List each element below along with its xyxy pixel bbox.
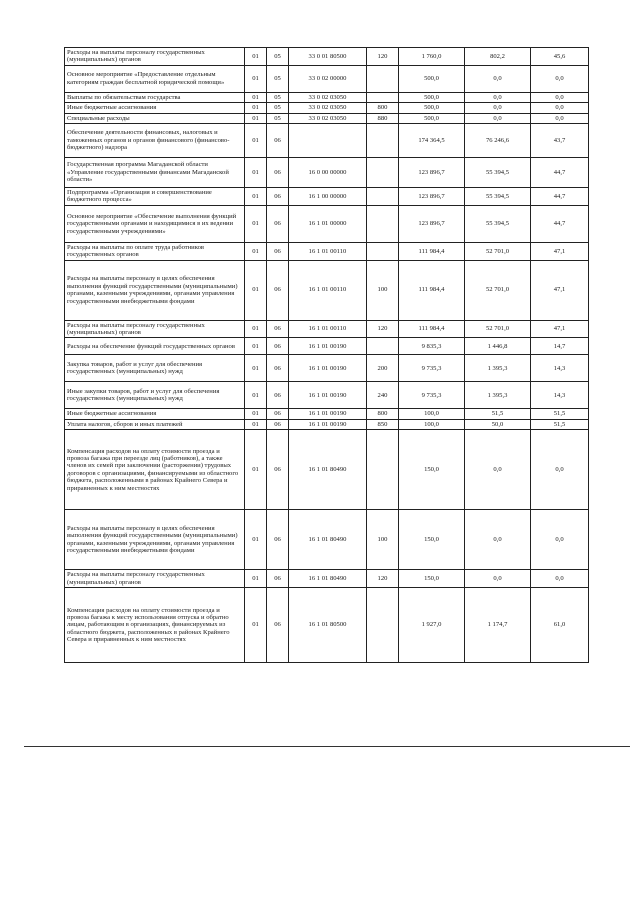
table-row <box>65 92 589 102</box>
row-section: 01 <box>245 510 267 570</box>
row-executed: 0,0 <box>465 113 531 123</box>
row-planned: 500,0 <box>399 65 465 92</box>
row-percent: 51,5 <box>531 419 589 429</box>
row-section: 01 <box>245 320 267 338</box>
row-planned: 150,0 <box>399 430 465 510</box>
row-name: Расходы на выплаты персоналу в целях обеспечения выполнения функций государственными (муниципальными) органами, казенными учреждениями, органами управления государственными внебюджетными фондами <box>65 260 245 320</box>
row-subsection: 06 <box>267 588 289 663</box>
row-percent: 44,7 <box>531 205 589 242</box>
table-row <box>65 510 589 570</box>
row-planned: 150,0 <box>399 510 465 570</box>
row-article-code: 33 0 01 80500 <box>289 48 367 66</box>
row-percent: 43,7 <box>531 124 589 158</box>
row-executed: 76 246,6 <box>465 124 531 158</box>
row-section: 01 <box>245 48 267 66</box>
row-executed: 52 701,0 <box>465 242 531 260</box>
row-planned: 123 896,7 <box>399 205 465 242</box>
row-section: 01 <box>245 65 267 92</box>
row-planned: 150,0 <box>399 570 465 588</box>
table-row <box>65 205 589 242</box>
row-article-code: 16 0 00 00000 <box>289 158 367 188</box>
row-name: Расходы на выплаты персоналу в целях обеспечения выполнения функций государственными (муниципальными) органами, казенными учреждениями, органами управления государственными внебюджетными фондами <box>65 510 245 570</box>
table-row <box>65 242 589 260</box>
row-article-code: 16 1 01 00190 <box>289 409 367 419</box>
row-subsection: 06 <box>267 158 289 188</box>
row-percent: 0,0 <box>531 65 589 92</box>
row-executed: 0,0 <box>465 103 531 113</box>
table-row <box>65 419 589 429</box>
row-section: 01 <box>245 260 267 320</box>
row-subsection: 05 <box>267 48 289 66</box>
row-executed: 802,2 <box>465 48 531 66</box>
row-expense-type: 120 <box>367 320 399 338</box>
row-article-code <box>289 124 367 158</box>
table-row <box>65 124 589 158</box>
row-subsection: 06 <box>267 430 289 510</box>
row-section: 01 <box>245 158 267 188</box>
row-executed: 0,0 <box>465 430 531 510</box>
row-planned: 111 984,4 <box>399 320 465 338</box>
row-section: 01 <box>245 92 267 102</box>
row-subsection: 06 <box>267 570 289 588</box>
row-subsection: 06 <box>267 124 289 158</box>
table-row <box>65 320 589 338</box>
table-row <box>65 48 589 66</box>
row-expense-type <box>367 430 399 510</box>
row-planned: 100,0 <box>399 409 465 419</box>
row-expense-type <box>367 124 399 158</box>
row-planned: 111 984,4 <box>399 260 465 320</box>
row-planned: 1 927,0 <box>399 588 465 663</box>
row-subsection: 06 <box>267 260 289 320</box>
row-percent: 0,0 <box>531 92 589 102</box>
row-section: 01 <box>245 419 267 429</box>
row-name: Основное мероприятие «Обеспечение выполнения функций государственными органами и находящимися в их ведении государственными учреждениями» <box>65 205 245 242</box>
row-planned: 9 835,3 <box>399 338 465 355</box>
row-expense-type: 800 <box>367 103 399 113</box>
row-percent: 44,7 <box>531 188 589 206</box>
row-article-code: 33 0 02 03050 <box>289 113 367 123</box>
row-subsection: 06 <box>267 242 289 260</box>
row-subsection: 06 <box>267 338 289 355</box>
table-row <box>65 382 589 409</box>
row-planned: 1 760,0 <box>399 48 465 66</box>
row-executed: 52 701,0 <box>465 320 531 338</box>
row-section: 01 <box>245 113 267 123</box>
row-article-code: 16 1 01 00000 <box>289 205 367 242</box>
row-subsection: 06 <box>267 409 289 419</box>
row-article-code: 16 1 01 00190 <box>289 419 367 429</box>
row-name: Расходы на выплаты по оплате труда работников государственных органов <box>65 242 245 260</box>
row-section: 01 <box>245 430 267 510</box>
row-subsection: 05 <box>267 65 289 92</box>
row-executed: 55 394,5 <box>465 205 531 242</box>
row-expense-type: 100 <box>367 260 399 320</box>
row-article-code: 16 1 01 00110 <box>289 320 367 338</box>
row-executed: 1 395,3 <box>465 382 531 409</box>
row-article-code: 16 1 00 00000 <box>289 188 367 206</box>
row-percent: 47,1 <box>531 242 589 260</box>
row-percent: 51,5 <box>531 409 589 419</box>
row-expense-type <box>367 242 399 260</box>
bottom-divider <box>24 746 630 747</box>
row-expense-type: 800 <box>367 409 399 419</box>
row-executed: 0,0 <box>465 65 531 92</box>
row-executed: 1 395,3 <box>465 355 531 382</box>
row-section: 01 <box>245 103 267 113</box>
row-name: Иные бюджетные ассигнования <box>65 103 245 113</box>
row-article-code: 16 1 01 00110 <box>289 260 367 320</box>
row-planned: 500,0 <box>399 92 465 102</box>
row-article-code: 33 0 02 03050 <box>289 92 367 102</box>
row-expense-type: 240 <box>367 382 399 409</box>
row-executed: 50,0 <box>465 419 531 429</box>
row-expense-type <box>367 588 399 663</box>
row-percent: 14,3 <box>531 355 589 382</box>
row-section: 01 <box>245 338 267 355</box>
row-percent: 0,0 <box>531 113 589 123</box>
row-section: 01 <box>245 188 267 206</box>
row-percent: 14,7 <box>531 338 589 355</box>
table-row <box>65 355 589 382</box>
row-planned: 123 896,7 <box>399 158 465 188</box>
row-name: Расходы на обеспечение функций государственных органов <box>65 338 245 355</box>
row-percent: 0,0 <box>531 430 589 510</box>
row-article-code: 33 0 02 00000 <box>289 65 367 92</box>
row-section: 01 <box>245 409 267 419</box>
row-article-code: 16 1 01 80500 <box>289 588 367 663</box>
row-name: Компенсация расходов на оплату стоимости проезда и провоза багажа к месту использования отпуска и обратно лицам, работающим в организациях, финансируемых из областного бюджета, расположенных в районах Крайнего Севера и приравненных к ним местностях <box>65 588 245 663</box>
row-expense-type <box>367 158 399 188</box>
row-expense-type <box>367 65 399 92</box>
table-row <box>65 260 589 320</box>
row-subsection: 05 <box>267 113 289 123</box>
row-name: Обеспечение деятельности финансовых, налоговых и таможенных органов и органов финансового (финансово-бюджетного) надзора <box>65 124 245 158</box>
row-executed: 55 394,5 <box>465 188 531 206</box>
row-percent: 14,3 <box>531 382 589 409</box>
table-row <box>65 430 589 510</box>
row-expense-type: 200 <box>367 355 399 382</box>
row-executed: 1 174,7 <box>465 588 531 663</box>
table-row <box>65 113 589 123</box>
table-row <box>65 588 589 663</box>
row-percent: 61,0 <box>531 588 589 663</box>
row-percent: 0,0 <box>531 103 589 113</box>
row-section: 01 <box>245 355 267 382</box>
row-section: 01 <box>245 205 267 242</box>
row-executed: 51,5 <box>465 409 531 419</box>
row-expense-type <box>367 188 399 206</box>
row-percent: 47,1 <box>531 320 589 338</box>
row-subsection: 06 <box>267 355 289 382</box>
table-row <box>65 338 589 355</box>
row-section: 01 <box>245 570 267 588</box>
row-expense-type: 100 <box>367 510 399 570</box>
row-percent: 47,1 <box>531 260 589 320</box>
row-name: Основное мероприятие «Предоставление отдельным категориям граждан бесплатной юридической помощи» <box>65 65 245 92</box>
row-article-code: 16 1 01 00190 <box>289 355 367 382</box>
row-percent: 45,6 <box>531 48 589 66</box>
row-executed: 0,0 <box>465 92 531 102</box>
row-subsection: 06 <box>267 510 289 570</box>
row-planned: 100,0 <box>399 419 465 429</box>
row-name: Расходы на выплаты персоналу государственных (муниципальных) органов <box>65 48 245 66</box>
row-planned: 174 364,5 <box>399 124 465 158</box>
row-article-code: 16 1 01 00190 <box>289 382 367 409</box>
row-executed: 55 394,5 <box>465 158 531 188</box>
row-planned: 500,0 <box>399 113 465 123</box>
table-row <box>65 65 589 92</box>
budget-table <box>64 47 589 663</box>
row-name: Иные закупки товаров, работ и услуг для обеспечения государственных (муниципальных) нужд <box>65 382 245 409</box>
row-name: Выплаты по обязательствам государства <box>65 92 245 102</box>
row-article-code: 16 1 01 80490 <box>289 570 367 588</box>
row-subsection: 06 <box>267 205 289 242</box>
row-article-code: 16 1 01 80490 <box>289 510 367 570</box>
budget-rows <box>65 48 589 663</box>
row-name: Расходы на выплаты персоналу государственных (муниципальных) органов <box>65 320 245 338</box>
row-executed: 0,0 <box>465 510 531 570</box>
row-expense-type: 850 <box>367 419 399 429</box>
row-expense-type <box>367 92 399 102</box>
table-row <box>65 409 589 419</box>
row-expense-type: 120 <box>367 570 399 588</box>
row-subsection: 06 <box>267 188 289 206</box>
table-row <box>65 188 589 206</box>
row-expense-type <box>367 338 399 355</box>
row-subsection: 05 <box>267 92 289 102</box>
row-subsection: 05 <box>267 103 289 113</box>
row-percent: 44,7 <box>531 158 589 188</box>
row-section: 01 <box>245 588 267 663</box>
table-row <box>65 570 589 588</box>
row-executed: 0,0 <box>465 570 531 588</box>
row-article-code: 16 1 01 00110 <box>289 242 367 260</box>
row-article-code: 33 0 02 03050 <box>289 103 367 113</box>
row-name: Компенсация расходов на оплату стоимости проезда и провоза багажа при переезде лиц (работников), а также членов их семей при заключении (расторжении) трудовых договоров с организациями, финансируемыми из областного бюджета, расположенными в районах Крайнего Севера и приравненных к ним местностях <box>65 430 245 510</box>
row-percent: 0,0 <box>531 570 589 588</box>
row-subsection: 06 <box>267 419 289 429</box>
row-planned: 9 735,3 <box>399 382 465 409</box>
row-expense-type <box>367 205 399 242</box>
table-row <box>65 103 589 113</box>
row-planned: 111 984,4 <box>399 242 465 260</box>
row-subsection: 06 <box>267 320 289 338</box>
row-subsection: 06 <box>267 382 289 409</box>
row-planned: 500,0 <box>399 103 465 113</box>
row-article-code: 16 1 01 80490 <box>289 430 367 510</box>
row-name: Государственная программа Магаданской области «Управление государственными финансами Магаданской области» <box>65 158 245 188</box>
row-percent: 0,0 <box>531 510 589 570</box>
budget-sheet <box>64 47 588 663</box>
row-name: Расходы на выплаты персоналу государственных (муниципальных) органов <box>65 570 245 588</box>
row-section: 01 <box>245 124 267 158</box>
row-name: Иные бюджетные ассигнования <box>65 409 245 419</box>
row-name: Уплата налогов, сборов и иных платежей <box>65 419 245 429</box>
row-name: Специальные расходы <box>65 113 245 123</box>
row-section: 01 <box>245 242 267 260</box>
row-expense-type: 880 <box>367 113 399 123</box>
row-executed: 52 701,0 <box>465 260 531 320</box>
row-article-code: 16 1 01 00190 <box>289 338 367 355</box>
row-expense-type: 120 <box>367 48 399 66</box>
table-row <box>65 158 589 188</box>
row-planned: 123 896,7 <box>399 188 465 206</box>
row-name: Закупка товаров, работ и услуг для обеспечения государственных (муниципальных) нужд <box>65 355 245 382</box>
row-executed: 1 446,8 <box>465 338 531 355</box>
row-planned: 9 735,3 <box>399 355 465 382</box>
row-section: 01 <box>245 382 267 409</box>
row-name: Подпрограмма «Организация и совершенствование бюджетного процесса» <box>65 188 245 206</box>
